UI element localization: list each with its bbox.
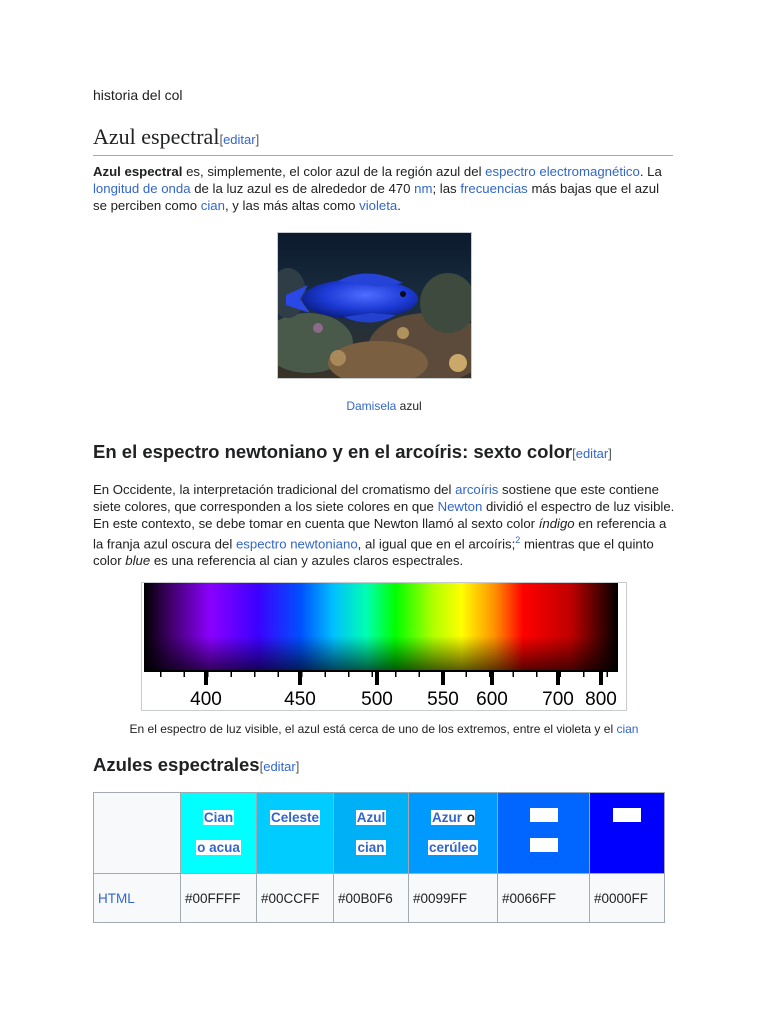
spectrum-minor-tick — [184, 671, 186, 677]
spectrum-minor-tick — [160, 671, 162, 677]
edit-link[interactable]: editar — [263, 759, 296, 774]
spectrum-minor-tick — [207, 671, 209, 677]
edit-link[interactable]: editar — [223, 132, 256, 147]
table-corner-cell — [94, 793, 181, 874]
link-espectro-electromagnetico[interactable]: espectro electromagnético — [485, 164, 640, 179]
color-cell — [498, 793, 590, 874]
spectrum-minor-tick — [442, 671, 444, 677]
spectrum-tick-label: 700 — [542, 689, 574, 710]
spectrum-tick-label: 550 — [427, 689, 459, 710]
spectrum-tick — [599, 671, 603, 685]
color-name-link[interactable]: Cian — [203, 810, 234, 825]
link-arcoiris[interactable]: arcoíris — [455, 482, 499, 497]
table-row-html — [94, 874, 665, 923]
section-title: Azules espectrales — [93, 754, 260, 775]
section-heading-espectro-newtoniano — [93, 441, 612, 463]
spectrum-minor-tick — [348, 671, 350, 677]
spectrum-minor-tick — [372, 671, 374, 677]
intro-paragraph: Azul espectral es, simplemente, el color azul de la región azul del espectro electromagnético. La longitud de onda de la luz azul es de alrededor de 470 nm; las frecuencias más bajas que el azul se perciben como cian, y las más altas como violeta. — [93, 164, 662, 213]
link-nm[interactable]: nm — [414, 181, 433, 196]
spectrum-tick-label: 450 — [284, 689, 316, 710]
color-name-link[interactable]: cerúleo — [428, 840, 478, 855]
spectrum-minor-tick — [395, 671, 397, 677]
fish-photo[interactable] — [277, 232, 472, 379]
spectrum-minor-tick — [607, 671, 609, 677]
link-newton[interactable]: Newton — [437, 499, 483, 514]
spectrum-minor-tick — [583, 671, 585, 677]
italic-indigo: índigo — [538, 516, 575, 531]
color-cell — [181, 793, 257, 874]
edit-section: [editar] — [259, 759, 300, 774]
spectrum-tick-label: 800 — [585, 689, 617, 710]
spectrum-ticks — [160, 671, 617, 710]
edit-section: [editar] — [219, 132, 260, 147]
spectrum-tick — [375, 671, 379, 685]
bold-term: Azul espectral — [93, 164, 183, 179]
spectrum-tick — [490, 671, 494, 685]
color-cell — [257, 793, 334, 874]
color-name-link[interactable]: Azul — [356, 810, 386, 825]
spectrum-minor-tick — [254, 671, 256, 677]
table-header-row — [94, 793, 665, 874]
spectrum-tick-label: 500 — [361, 689, 393, 710]
link-cian-caption[interactable]: cian — [616, 722, 639, 736]
link-damisela[interactable]: Damisela — [346, 399, 397, 413]
link-longitud-de-onda[interactable]: longitud de onda — [93, 181, 191, 196]
link-violeta[interactable]: violeta — [359, 198, 398, 213]
spectral-blues-table — [93, 792, 665, 923]
link-frecuencias[interactable]: frecuencias — [460, 181, 528, 196]
spectrum-image — [142, 583, 626, 710]
spectrum-minor-tick — [513, 671, 515, 677]
spectrum-tick — [556, 671, 560, 685]
color-name-link[interactable]: cian — [357, 840, 385, 855]
spectrum-minor-tick — [560, 671, 562, 677]
edit-link[interactable]: editar — [575, 446, 609, 461]
fish-caption: Damisela azul — [346, 399, 422, 413]
color-cell — [334, 793, 409, 874]
hex-cell: #0000FF — [590, 874, 665, 923]
name-placeholder — [530, 838, 558, 852]
spectrum-minor-tick — [278, 671, 280, 677]
spectrum-minor-tick — [489, 671, 491, 677]
section-heading-azules-espectrales — [93, 754, 299, 776]
edit-section: [editar] — [572, 446, 612, 461]
name-placeholder — [613, 808, 641, 822]
color-cell — [590, 793, 665, 874]
color-cell: Azur o cerúleo — [409, 793, 498, 874]
hex-cell: #00CCFF — [257, 874, 334, 923]
spectrum-minor-tick — [419, 671, 421, 677]
spectrum-minor-tick — [325, 671, 327, 677]
section-title: En el espectro newtoniano y en el arcoíris: sexto color — [93, 441, 573, 462]
link-html[interactable]: HTML — [98, 890, 135, 906]
spectrum-caption: En el espectro de luz visible, el azul está cerca de uno de los extremos, entre el violeta y el cian — [129, 722, 639, 736]
spectrum-tick-label: 600 — [476, 689, 508, 710]
link-cian[interactable]: cian — [200, 198, 225, 213]
newton-paragraph: En Occidente, la interpretación tradicional del cromatismo del arcoíris sostiene que este contiene siete colores, que corresponden a los siete colores en que Newton dividió el espectro de luz visible. En este contexto, se debe tomar en cuenta que Newton llamó al sexto color índigo en referencia a la franja azul oscura del espectro newtoniano, al igual que en el arcoíris;$^2$ mientras que el quinto color blue es una referencia al cian y azules claros espectrales. — [93, 482, 675, 569]
blue-damselfish-image — [278, 233, 471, 378]
page-fragment-text: historia del col — [93, 87, 183, 103]
color-name-link[interactable]: o acua — [197, 840, 240, 855]
spectrum-minor-tick — [301, 671, 303, 677]
hex-cell: #00FFFF — [181, 874, 257, 923]
spectrum-tick-label: 400 — [190, 689, 222, 710]
reference-link[interactable]: 2 — [515, 535, 521, 545]
section-title: Azul espectral — [93, 124, 220, 149]
row-label-cell — [94, 874, 181, 923]
hex-cell: #00B0F6 — [334, 874, 409, 923]
hex-cell: #0099FF — [409, 874, 498, 923]
color-name-link[interactable]: Celeste — [270, 810, 320, 825]
section-heading-azul-espectral — [93, 124, 673, 156]
spectrum-minor-tick — [466, 671, 468, 677]
hex-cell: #0066FF — [498, 874, 590, 923]
italic-blue: blue — [125, 553, 151, 569]
spectrum-minor-tick — [231, 671, 233, 677]
name-placeholder — [530, 808, 558, 822]
color-name-link[interactable]: Azur — [432, 810, 462, 825]
spectrum-minor-tick — [536, 671, 538, 677]
link-espectro-newtoniano[interactable]: espectro newtoniano — [235, 536, 358, 552]
visible-spectrum-figure[interactable] — [141, 582, 627, 711]
